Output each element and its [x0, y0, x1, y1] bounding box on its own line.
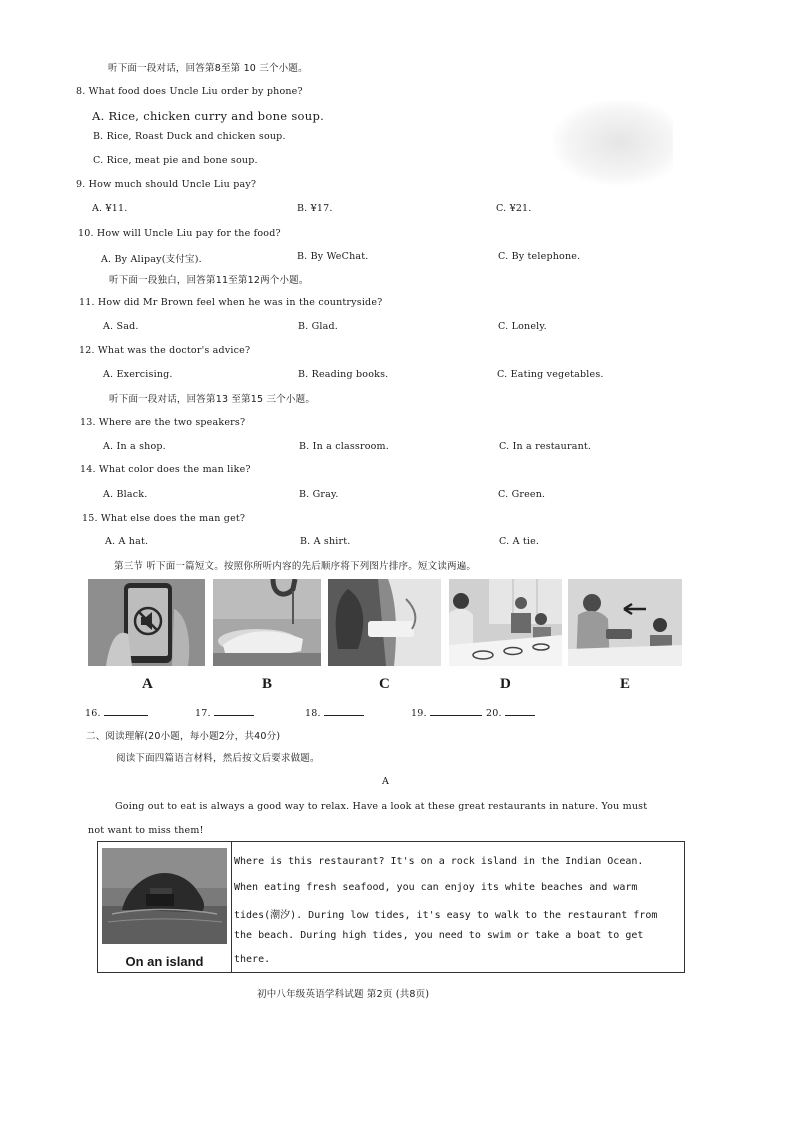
picture-e-serving-food — [568, 579, 682, 666]
order-blank-20[interactable] — [486, 706, 535, 719]
question-13: 13. Where are the two speakers? — [80, 417, 246, 428]
question-14-option-c[interactable]: C. Green. — [498, 489, 546, 500]
island-restaurant-photo — [102, 848, 227, 944]
restaurant-description-line-3: tides(潮汐). During low tides, it's easy to walk to the restaurant from — [234, 910, 658, 921]
question-11-option-c[interactable]: C. Lonely. — [498, 321, 547, 332]
picture-label-a: A — [142, 676, 153, 692]
question-13-option-a[interactable]: A. In a shop. — [103, 441, 166, 452]
question-11: 11. How did Mr Brown feel when he was in the countryside? — [79, 297, 383, 308]
passage-intro-line-2: not want to miss them! — [88, 825, 204, 836]
picture-label-b: B — [262, 676, 273, 692]
question-10: 10. How will Uncle Liu pay for the food? — [78, 228, 281, 239]
order-blank-20-line[interactable] — [505, 706, 535, 716]
question-12-option-b[interactable]: B. Reading books. — [298, 369, 389, 380]
question-15-option-c[interactable]: C. A tie. — [499, 536, 540, 547]
table-divider — [231, 842, 232, 972]
question-10-option-a[interactable]: A. By Alipay(支付宝). — [101, 254, 202, 265]
scan-smudge — [553, 100, 673, 185]
picture-c-waiter — [328, 579, 441, 666]
question-8-option-a[interactable]: A. Rice, chicken curry and bone soup. — [92, 109, 325, 123]
order-blank-18-label: 18. — [305, 708, 321, 719]
question-9-option-b[interactable]: B. ¥17. — [297, 203, 333, 214]
question-12-option-a[interactable]: A. Exercising. — [103, 369, 173, 380]
question-9: 9. How much should Uncle Liu pay? — [76, 179, 257, 190]
order-blank-19[interactable] — [411, 706, 482, 719]
page-footer: 初中八年级英语学科试题 第2页 (共8页) — [257, 989, 430, 1000]
order-blank-16-line[interactable] — [104, 706, 148, 716]
question-10-option-c[interactable]: C. By telephone. — [498, 251, 581, 262]
picture-b-washing-hands — [213, 579, 321, 666]
restaurant-description-line-5: there. — [234, 954, 271, 965]
question-15: 15. What else does the man get? — [82, 513, 246, 524]
question-8-option-b[interactable]: B. Rice, Roast Duck and chicken soup. — [93, 131, 286, 142]
order-blank-19-line[interactable] — [430, 706, 482, 716]
question-12: 12. What was the doctor's advice? — [79, 345, 251, 356]
restaurant-description-line-4: the beach. During high tides, you need to swim or take a boat to get — [234, 930, 644, 941]
picture-a-phone-muted — [88, 579, 205, 666]
question-8-option-c[interactable]: C. Rice, meat pie and bone soup. — [93, 155, 258, 166]
question-11-option-b[interactable]: B. Glad. — [298, 321, 339, 332]
part3-intro: 第三节 听下面一篇短文。按照你所听内容的先后顺序将下列图片排序。短文读两遍。 — [114, 561, 477, 572]
reading-section-intro: 阅读下面四篇语言材料，然后按文后要求做题。 — [116, 753, 320, 764]
question-14: 14. What color does the man like? — [80, 464, 251, 475]
question-15-option-b[interactable]: B. A shirt. — [300, 536, 351, 547]
question-12-option-c[interactable]: C. Eating vegetables. — [497, 369, 604, 380]
passage-letter: A — [382, 776, 390, 787]
question-13-option-c[interactable]: C. In a restaurant. — [499, 441, 592, 452]
order-blank-16[interactable] — [85, 706, 148, 719]
question-10-option-b[interactable]: B. By WeChat. — [297, 251, 369, 262]
listening-section-intro-13-15: 听下面一段对话，回答第13 至第15 三个小题。 — [109, 394, 316, 405]
listening-section-intro-8-10: 听下面一段对话，回答第8至第 10 三个小题。 — [108, 63, 308, 74]
reading-section-heading: 二、阅读理解(20小题，每小题2分，共40分) — [86, 731, 281, 742]
order-blank-20-label: 20. — [486, 708, 502, 719]
order-blank-19-label: 19. — [411, 708, 427, 719]
question-15-option-a[interactable]: A. A hat. — [105, 536, 149, 547]
question-9-option-c[interactable]: C. ¥21. — [496, 203, 532, 214]
passage-intro-line-1: Going out to eat is always a good way to relax. Have a look at these great restaurants in nature. You must — [115, 801, 648, 812]
question-8: 8. What food does Uncle Liu order by phone? — [76, 86, 303, 97]
restaurant-description-line-2: When eating fresh seafood, you can enjoy its white beaches and warm — [234, 882, 638, 893]
order-blank-18-line[interactable] — [324, 706, 364, 716]
order-blank-17-line[interactable] — [214, 706, 254, 716]
picture-label-c: C — [379, 676, 390, 692]
photo-caption: On an island — [125, 954, 204, 969]
listening-section-intro-11-12: 听下面一段独白，回答第11至第12两个小题。 — [109, 275, 309, 286]
question-14-option-b[interactable]: B. Gray. — [299, 489, 339, 500]
order-blank-17-label: 17. — [195, 708, 211, 719]
order-blank-17[interactable] — [195, 706, 254, 719]
picture-label-e: E — [620, 676, 631, 692]
picture-d-restaurant-table — [449, 579, 562, 666]
restaurant-info-table — [97, 841, 685, 973]
question-11-option-a[interactable]: A. Sad. — [103, 321, 139, 332]
order-blank-18[interactable] — [305, 706, 364, 719]
order-blank-16-label: 16. — [85, 708, 101, 719]
question-13-option-b[interactable]: B. In a classroom. — [299, 441, 389, 452]
picture-label-d: D — [500, 676, 511, 692]
question-9-option-a[interactable]: A. ¥11. — [92, 203, 128, 214]
question-14-option-a[interactable]: A. Black. — [103, 489, 148, 500]
restaurant-description-line-1: Where is this restaurant? It's on a rock island in the Indian Ocean. — [234, 856, 644, 867]
